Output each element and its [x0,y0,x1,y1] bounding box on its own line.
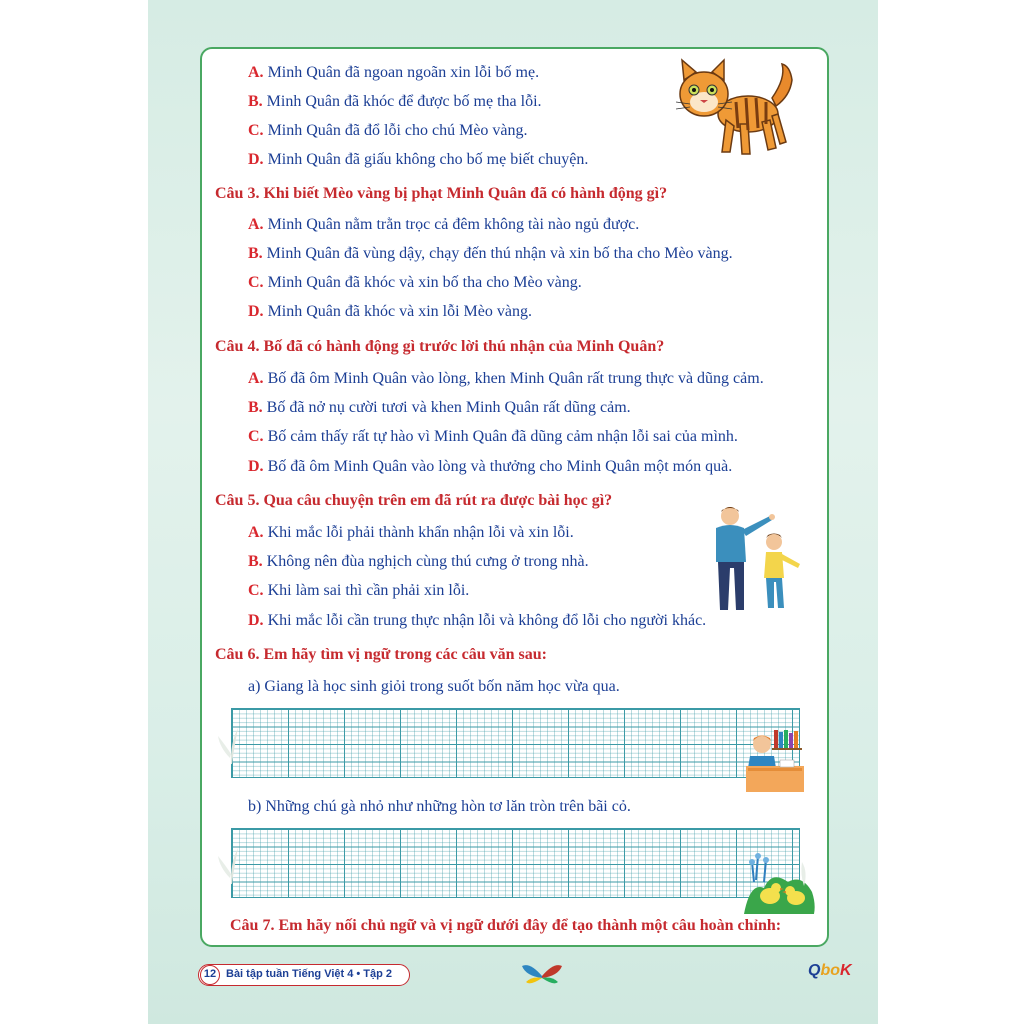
q3-option-a [248,215,639,235]
q5-option-b [248,552,589,572]
option-text: Khi mắc lỗi cần trung thực nhận lỗi và không đổ lỗi cho người khác. [263,612,707,629]
option-text: Không nên đùa nghịch cùng thú cưng ở trong nhà. [262,553,589,570]
q5-option-a [248,523,574,543]
option-key: D. [248,151,264,168]
tiger-cat-illustration [676,58,798,160]
child-studying-illustration [746,728,804,792]
option-text: Minh Quân đã giấu không cho bố mẹ biết chuyện. [263,151,589,168]
option-key: A. [248,64,264,81]
father-son-illustration [708,502,812,612]
option-key: A. [248,524,264,541]
question-4-title: Câu 4. Bố đã có hành động gì trước lời thú nhận của Minh Quân? [215,338,665,355]
option-text: Minh Quân đã khóc và xin lỗi Mèo vàng. [263,303,532,320]
option-key: A. [248,216,264,233]
q2-option-d [248,150,588,170]
question-7-title: Câu 7. Em hãy nối chủ ngữ và vị ngữ dưới đây để tạo thành một câu hoàn chỉnh: [230,917,782,934]
q4-option-b [248,398,631,418]
leaf-decoration-icon [216,844,246,884]
brand-part: K [840,962,852,979]
q6-sentence-a: a) Giang là học sinh giỏi trong suốt bốn năm học vừa qua. [248,678,620,695]
option-text: Bố đã ôm Minh Quân vào lòng, khen Minh Quân rất trung thực và dũng cảm. [263,370,764,387]
option-text: Minh Quân nằm trằn trọc cả đêm không tài nào ngủ được. [263,216,640,233]
option-key: B. [248,399,263,416]
option-text: Bố đã nở nụ cười tươi và khen Minh Quân rất dũng cảm. [262,399,631,416]
option-text: Bố đã ôm Minh Quân vào lòng và thưởng cho Minh Quân một món quà. [263,458,733,475]
brand-part: bo [820,962,840,979]
option-text: Minh Quân đã khóc để được bố mẹ tha lỗi. [262,93,542,110]
option-text: Minh Quân đã khóc và xin bố tha cho Mèo vàng. [263,274,582,291]
publisher-brand [808,962,852,980]
option-key: D. [248,303,264,320]
q5-option-c [248,581,469,601]
option-text: Minh Quân đã ngoan ngoãn xin lỗi bố mẹ. [263,64,540,81]
option-text: Khi mắc lỗi phải thành khẩn nhận lỗi và xin lỗi. [263,524,574,541]
q3-option-d [248,302,532,322]
q4-option-a [248,369,764,389]
option-key: A. [248,370,264,387]
question-5-title: Câu 5. Qua câu chuyện trên em đã rút ra được bài học gì? [215,492,613,509]
q3-option-c [248,273,582,293]
option-text: Bố cảm thấy rất tự hào vì Minh Quân đã dũng cảm nhận lỗi sai của mình. [263,428,738,445]
option-key: D. [248,458,264,475]
q4-option-c [248,427,738,447]
option-text: Minh Quân đã đổ lỗi cho chú Mèo vàng. [263,122,528,139]
butterfly-logo-icon [520,962,564,990]
option-key: C. [248,274,264,291]
q2-option-c [248,121,528,141]
q5-option-d [248,611,706,631]
q2-option-b [248,92,542,112]
option-key: B. [248,245,263,262]
option-key: B. [248,553,263,570]
chickens-grass-illustration [744,852,816,914]
option-key: D. [248,612,264,629]
q4-option-d [248,457,732,477]
brand-part: Q [808,962,821,979]
option-key: C. [248,582,264,599]
footer-book-title: Bài tập tuần Tiếng Việt 4 • Tập 2 [226,968,393,980]
option-key: B. [248,93,263,110]
question-6-title: Câu 6. Em hãy tìm vị ngữ trong các câu văn sau: [215,646,547,663]
writing-grid-a[interactable] [231,708,800,778]
q3-option-b [248,244,733,264]
question-3-title: Câu 3. Khi biết Mèo vàng bị phạt Minh Quân đã có hành động gì? [215,185,668,202]
writing-grid-b[interactable] [231,828,800,898]
page-number: 12 [200,965,220,985]
q2-option-a [248,63,539,83]
option-key: C. [248,428,264,445]
option-text: Khi làm sai thì cần phải xin lỗi. [263,582,470,599]
option-text: Minh Quân đã vùng dậy, chạy đến thú nhận và xin bố tha cho Mèo vàng. [262,245,733,262]
option-key: C. [248,122,264,139]
q6-sentence-b: b) Những chú gà nhỏ như những hòn tơ lăn tròn trên bãi cỏ. [248,798,631,815]
leaf-decoration-icon [216,724,246,764]
